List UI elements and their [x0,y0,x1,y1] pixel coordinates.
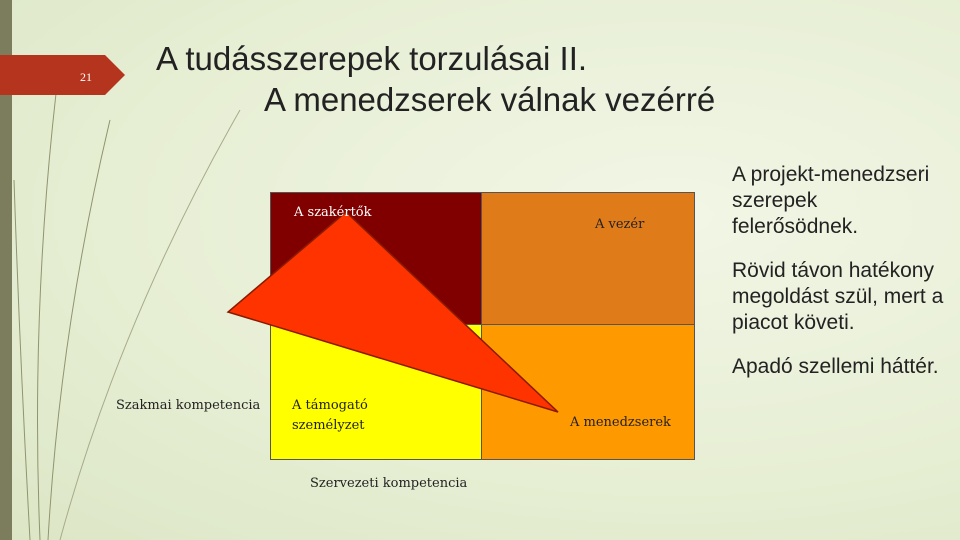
title-line-2: A menedzserek válnak vezérré [264,81,716,118]
bullet-list [732,162,947,398]
label-managers: A menedzserek [570,415,671,430]
title-line-1: A tudásszerepek torzulásai II. [156,40,588,77]
bullet-item: A projekt-menedzseri szerepek felerősödnek. [732,163,930,238]
label-experts: A szakértők [294,205,372,220]
bullet-item: Apadó szellemi háttér. [732,355,939,378]
bullet-item: Rövid távon hatékony megoldást szül, mert a piacot követi. [732,259,944,334]
y-axis-label: Szakmai kompetencia [116,398,261,413]
label-support-staff: A támogató személyzet [292,398,368,433]
x-axis-label: Szervezeti kompetencia [310,476,468,491]
label-leader: A vezér [595,217,645,232]
slide-number: 21 [80,70,92,84]
